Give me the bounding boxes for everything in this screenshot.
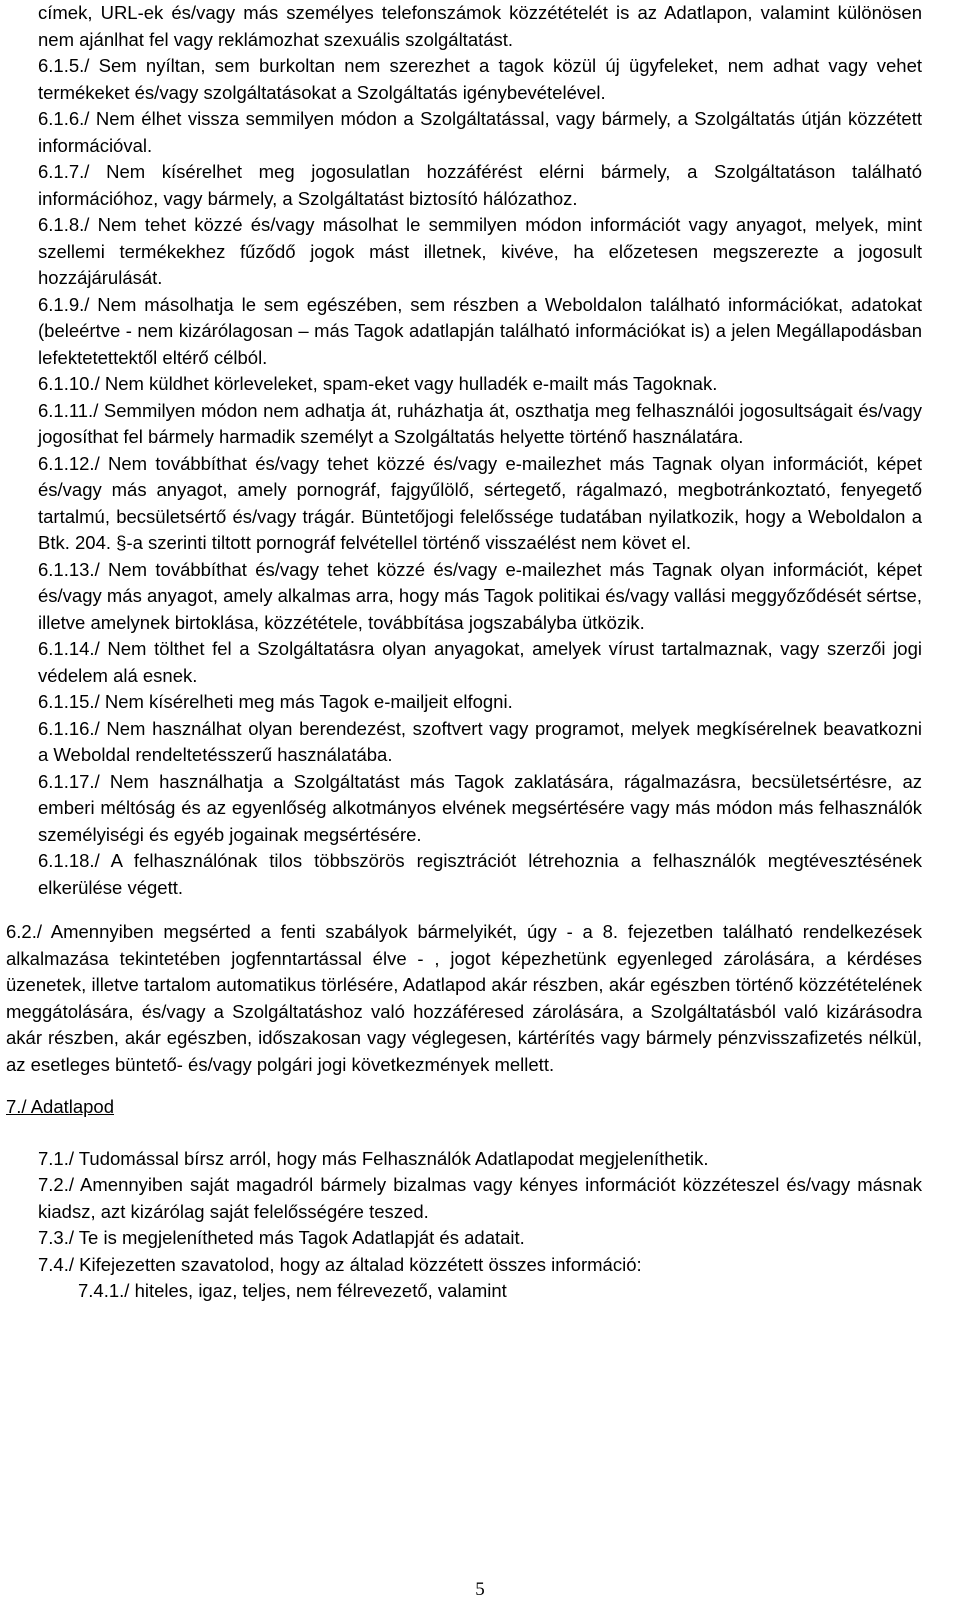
paragraph-6-1-14: 6.1.14./ Nem tölthet fel a Szolgáltatásra olyan anyagokat, amelyek vírust tartalmaznak, vagy szerzői jogi védelem alá esnek. <box>38 638 922 686</box>
paragraph-6-1-7: 6.1.7./ Nem kísérelhet meg jogosulatlan hozzáférést elérni bármely, a Szolgáltatáson található információhoz, vagy bármely, a Szolgáltatást biztosító hálózathoz. <box>38 161 922 209</box>
paragraph-6-1-4-cont: címek, URL-ek és/vagy más személyes telefonszámok közzétételét is az Adatlapon, valamint különösen nem ajánlhat fel vagy reklámozhat szexuális szolgáltatást. <box>38 2 922 50</box>
paragraph-7-4: 7.4./ Kifejezetten szavatolod, hogy az általad közzétett összes információ: <box>38 1253 642 1275</box>
paragraph-6-1-5: 6.1.5./ Sem nyíltan, sem burkoltan nem szerezhet a tagok közül új ügyfeleket, nem adhat vagy vehet termékeket és/vagy szolgáltatásokat a Szolgáltatás igénybevételével. <box>38 55 922 103</box>
paragraph-6-1-10: 6.1.10./ Nem küldhet körleveleket, spam-eket vagy hulladék e-mailt más Tagoknak. <box>38 373 718 394</box>
paragraph-6-1-18: 6.1.18./ A felhasználónak tilos többszörös regisztrációt létrehoznia a felhasználók megtévesztésének elkerülése végett. <box>38 850 922 898</box>
paragraph-6-1-8: 6.1.8./ Nem tehet közzé és/vagy másolhat le semmilyen módon információt vagy anyagot, melyek, mint szellemi termékekhez fűződő jogok mást illetnek, kivéve, ha előzetesen megszerezte a jogosult hozzájárulását. <box>38 214 922 288</box>
paragraph-7-1: 7.1./ Tudomással bírsz arról, hogy más Felhasználók Adatlapodat megjeleníthetik. <box>38 1147 709 1169</box>
paragraph-7-4-1: 7.4.1./ hiteles, igaz, teljes, nem félrevezető, valamint <box>78 1280 507 1301</box>
document-body <box>6 0 922 1305</box>
paragraph-7-3: 7.3./ Te is megjelenítheted más Tagok Adatlapját és adatait. <box>38 1227 525 1248</box>
paragraph-6-1-16: 6.1.16./ Nem használhat olyan berendezést, szoftvert vagy programot, melyek megkísérelnek beavatkozni a Weboldal rendeltetésszerű használatába. <box>38 717 922 765</box>
paragraph-6-1-9: 6.1.9./ Nem másolhatja le sem egészében, sem részben a Weboldalon található információkat, adatokat (beleértve - nem kizárólagosan – más Tagok adatlapján található információkat is) a jelen Megállapodásban lefektetettektől eltérő célból. <box>38 293 922 368</box>
page-number: 5 <box>475 1579 485 1600</box>
paragraph-6-1-6: 6.1.6./ Nem élhet vissza semmilyen módon a Szolgáltatással, vagy bármely, a Szolgáltatás útján közzétett információval. <box>38 108 922 156</box>
paragraph-6-2-text: 6.2./ Amennyiben megsérted a fenti szabályok bármelyikét, úgy - a 8. fejezetben található rendelkezések alkalmazása tekintetében jogfenntartással élve - , jogot képezhetünk egyenleged zárolására, a kérdéses üzenetek, illetve tartalom automatikus törlésére, Adatlapod akár részben, akár egészben történő közzétételének meggátolására, és/vagy a Szolgáltatáshoz való hozzáféresed zárolására, a Szolgáltatásból való kizárásodra akár részben, akár egészben, időszakosan vagy véglegesen, kártérítés vagy bármely pénzvisszafizetés nélkül, az esetleges büntető- és/vagy polgári jogi következmények mellett. <box>6 921 922 1075</box>
paragraph-6-1-12: 6.1.12./ Nem továbbíthat és/vagy tehet közzé és/vagy e-mailezhet más Tagnak olyan információt, képet és/vagy más anyagot, amely pornográf, fajgyűlölő, sértegető, rágalmazó, megbotránkoztató, fenyegető tartalmú, becsületsértő és/vagy trágár. Büntetőjogi felelőssége tudatában nyilatkozik, hogy a Weboldalon a Btk. 204. §-a szerinti tiltott pornográf felvétellel történő visszaélést nem követ el. <box>38 452 922 553</box>
paragraph-6-1-17: 6.1.17./ Nem használhatja a Szolgáltatást más Tagok zaklatására, rágalmazásra, becsületsértésre, az emberi méltóság és az egyenlőség alkotmányos elvének megsértésére vagy más módon más felhasználók személyiségi és egyéb jogainak megsértésére. <box>38 770 922 845</box>
paragraph-6-1-15: 6.1.15./ Nem kísérelheti meg más Tagok e-mailjeit elfogni. <box>38 691 513 712</box>
section-heading-7: 7./ Adatlapod <box>6 1096 115 1117</box>
paragraph-7-2: 7.2./ Amennyiben saját magadról bármely bizalmas vagy kényes információt közzéteszel és/vagy másnak kiadsz, azt kizárólag saját felelősségére teszed. <box>38 1174 922 1222</box>
paragraph-6-1-11: 6.1.11./ Semmilyen módon nem adhatja át, ruházhatja át, oszthatja meg felhasználói jogosultságait és/vagy jogosíthat fel bármely harmadik személyt a Szolgáltatás helyette történő használatára. <box>38 399 922 447</box>
paragraph-6-1-13: 6.1.13./ Nem továbbíthat és/vagy tehet közzé és/vagy e-mailezhet más Tagnak olyan információt, képet és/vagy más anyagot, amely alkalmas arra, hogy más Tagok politikai és/vagy vallási meggyőződését sértse, illetve amelynek birtoklása, közzététele, továbbítása jogszabályba ütközik. <box>38 558 922 633</box>
paragraph-6-2 <box>6 919 922 1078</box>
